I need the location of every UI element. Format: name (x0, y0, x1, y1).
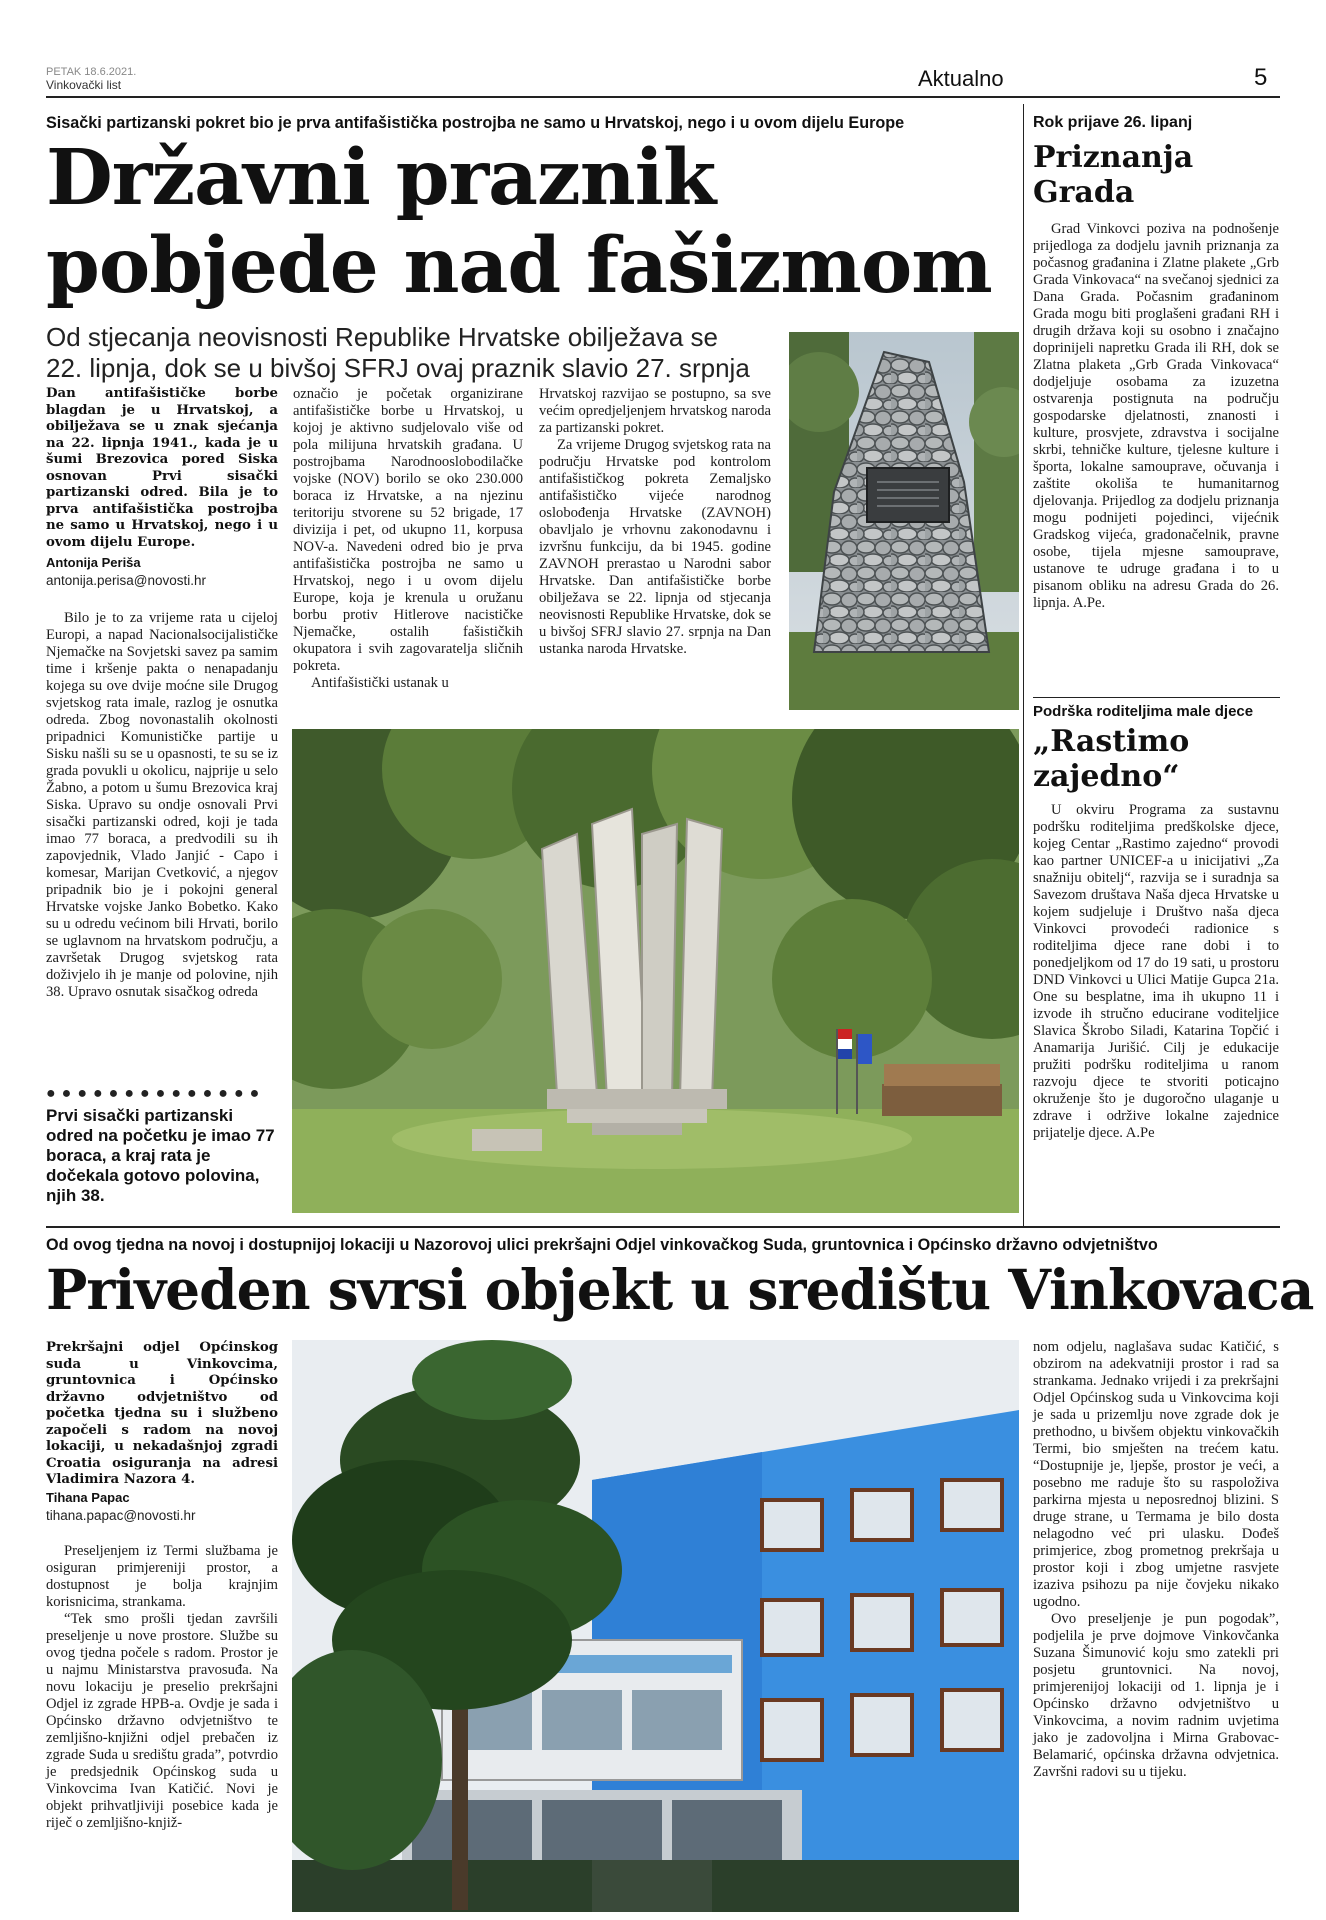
article1-deck-line2: 22. lipnja, dok se u bivšoj SFRJ ovaj praznik slavio 27. srpnja (46, 353, 750, 383)
article1-col1 (46, 610, 278, 1001)
article2-byline-name: Tihana Papac (46, 1490, 130, 1505)
monument-forest-image (292, 729, 1019, 1213)
article2-col2-p1: nom odjelu, naglašava sudac Katičić, s obzirom na adekvatniji prostor i rad sa strankama. Jednako vrijedi i za prekršajni Odjel Općinskog suda u Vinkovcima koji je sada u prizemlju nove zgrade dok je prethodno, u bivšem objektu vinkovačkih Termi, bio smješten na trećem katu. “Dostupnije je, ljepše, prostor je veći, a posebno me raduje što su raspoloživa parkirna mjesta u neposrednoj blizini. S druge strane, u Termama je bilo dosta nelagodno već pri ulasku. Dođeš primjerice, zbog prometnog prekršaja u prostor koji i zbog umjetne rasvjete izaziva psihozu pa nije čovjeku nikako ugodno. (1033, 1339, 1279, 1610)
paper-name (46, 79, 121, 93)
article1-col2-p1: označio je početak organizirane antifašističke borbe u Hrvatskoj, u kojoj je aktivno sudjelovalo više od pola milijuna hrvatskih građana. U postrojbama Narodnooslobodilačke vojske (NOV) borilo se oko 230.000 boraca iz Hrvatske, a na njezinu teritoriju stvorene su 52 brigade, 17 divizija i pet, od ukupno 11, korpusa NOV-a. Navedeni odred bio je prva antifašistička postrojba ne samo u Hrvatskoj, nego i u ovom dijelu Europe, koja je krenula u oružanu borbu protiv Hitlerove nacističke Njemačke, ostalih fašističkih okupatora i svih zagovaratelja sličnih pokreta. (293, 386, 523, 674)
paper-name-text: Vinkovački list (46, 78, 122, 92)
article1-byline-name: Antonija Periša (46, 555, 141, 570)
issue-date: PETAK 18.6.2021. (46, 66, 137, 78)
article1-col3-p1: Hrvatskoj razvijao se postupno, sa sve većim opredjeljenjem hrvatskog naroda za partizanski pokret. (539, 386, 771, 436)
sidebar2-kicker: Podrška roditeljima male djece (1033, 703, 1254, 720)
monument-forest-photo (292, 729, 1019, 1213)
article2-col1-p1: Preseljenjem iz Termi službama je osiguran primjereniji prostor, a dostupnost je bolja krajnjim korisnicima, strankama. (46, 1543, 278, 1610)
article1-pullquote: Prvi sisački partizanski odred na početku je imao 77 boraca, a kraj rata je dočekala gotovo polovina, njih 38. (46, 1106, 275, 1205)
article1-col2 (293, 386, 523, 692)
sidebar1-kicker: Rok prijave 26. lipanj (1033, 114, 1193, 131)
article1-deck-line1: Od stjecanja neovisnosti Republike Hrvatske obilježava se (46, 322, 719, 352)
court-building-photo (292, 1340, 1019, 1912)
article1-headline-line1: Državni praznik (46, 133, 716, 223)
section-label: Aktualno (918, 66, 1004, 91)
sidebar1-title-line2: Grada (1033, 175, 1135, 210)
article2-col2-p2: Ovo preseljenje je pun pogodak”, podjelila je prve dojmove Vinkovčanka Suzana Šimunović koju smo zatekli pri posjetu gruntovnici. Na novoj, primjerenijoj lokaciji od 1. lipnja je i Općinsko državno odvjetništvo u Vinkovcima, a novim radnim uvjetima jako je zadovoljna i Mirna Grabovac-Belamarić, općinska državna odvjetnica. Završni radovi su u tijeku. (1033, 1611, 1279, 1780)
sidebar2-title (1033, 724, 1189, 794)
sidebar-separator (1033, 697, 1280, 698)
article2-kicker: Od ovog tjedna na novoj i dostupnijoj lokaciji u Nazorovoj ulici prekršajni Odjel vinkovačkog Suda, gruntovnica i Općinsko državno odvjetništvo (46, 1236, 1158, 1254)
article1-col3 (539, 386, 771, 658)
memorial-stone-image (789, 332, 1019, 710)
article1-col1-text: Bilo je to za vrijeme rata u cijeloj Europi, a napad Nacionalsocijalističke Njemačke na Sovjetski savez pa samim time i kršenje pakta o nenapadanju kojega su ove dvije moćne sile Drugog svjetskog rata imale, razlog je osnutka odreda. Zbog novonastalih okolnosti pripadnici Komunističke partije u Sisku našli su se u opasnosti, te su se iz grada povukli u okolicu, najprije u selo Žabno, a potom u šumu Brezovica kraj Siska. Upravo su ondje osnovali Prvi sisački partizanski odred, koji je tada imao 77 boraca, a predvodili su ih zapovjednik, Vlado Janjić - Capo i komesar, Marijan Cvetković, a njegov pripadnik bio je i pokojni general Hrvatske vojske Janko Bobetko. Kako su u odredu većinom bili Hrvati, borilo se uglavnom na hrvatskom području, a završetak Drugog svjetskog rata doživjelo ih je manje od polovine, njih 38. Upravo osnutak sisačkog odreda (46, 610, 278, 1000)
header-rule (46, 96, 1280, 98)
memorial-stone-photo (789, 332, 1019, 710)
article2-headline: Priveden svrsi objekt u središtu Vinkovaca (46, 1257, 1314, 1322)
page-number: 5 (1254, 64, 1268, 91)
article1-headline-line2: pobjede nad fašizmom (46, 221, 992, 311)
article1-deck (46, 322, 750, 384)
article1-lead: Dan antifašističke borbe blagdan je u Hrvatskoj, a obilježava se u znak sjećanja na 22. lipnja 1941., kada je u šumi Brezovica pored Siska osnovan Prvi sisački partizanski odred. Bila je to prva antifašistička postrojba ne samo u Hrvatskoj, nego i u ovom dijelu Europe. (46, 386, 278, 550)
sidebar2-title-line2: zajedno“ (1033, 759, 1180, 794)
article2-col2 (1033, 1339, 1279, 1781)
pullquote-dots: ●●●●●●●●●●●●●● (46, 1085, 266, 1102)
article2-lead: Prekršajni odjel Općinskog suda u Vinkovcima, gruntovnica i Općinsko državno odvjetništvo od početka tjedna su i službeno započeli s radom na novoj lokaciji, u nekadašnjoj zgradi Croatia osiguranja na adresi Vladimira Nazora 4. (46, 1340, 278, 1487)
sidebar2-title-line1: „Rastimo (1033, 724, 1190, 759)
article1-byline-email: antonija.perisa@novosti.hr (46, 573, 207, 588)
sidebar1-title (1033, 140, 1193, 210)
article1-col2-p2: Antifašistički ustanak u (311, 675, 449, 691)
section-rule (46, 1226, 1280, 1228)
sidebar1-body (1033, 221, 1279, 612)
article1-col3-p2: Za vrijeme Drugog svjetskog rata na području Hrvatske pod kontrolom antifašističkog pokreta Zemaljsko antifašističko vijeće narodnog oslobođenja Hrvatske (ZAVNOH) obavljalo je vrhovnu zakonodavnu i izvršnu funkciju, da bi 1945. godine ZAVNOH prerastao u Narodni sabor Hrvatske. Dan antifašističke borbe obilježava se 22. lipnja od stjecanja neovisnosti Republike Hrvatske, dok se u bivšoj SFRJ slavio 27. srpnja na Dan ustanka naroda Hrvatske. (539, 437, 771, 657)
article1-kicker: Sisački partizanski pokret bio je prva antifašistička postrojba ne samo u Hrvatskoj, nego i u ovom dijelu Europe (46, 114, 905, 132)
sidebar1-text: Grad Vinkovci poziva na podnošenje prijedloga za dodjelu javnih priznanja za počasnog građanina i Zlatne plakete „Grb Grada Vinkovaca“ na svečanoj sjednici za Dana Grada. Počasnim građaninom Grada mogu biti proglašeni građani RH i drugih država koji su osobno i značajno doprinijeli napretku Grada ili RH, dok se Zlatna plaketa „Grb Grada Vinkovaca“ dodjeljuje osobama za izuzetna ostvarenja postignuta na području gospodarske djelatnosti, znanosti i kulture, prosvjete, zdravstva i socijalne skrbi, tehničke kulture, tjelesne kulture i športa, lokalne samouprave, očuvanja i zaštite okoliša te humanitarnog djelovanja. Prijedlog za dodjelu priznanja mogu podnijeti pojedinci, vijećnik Gradskog vijeća, gradonačelnik, pravne osobe, tijela mjesne samouprave, ustanove te udruge građana i to u pisanom obliku na adresu Grada do 26. lipnja. A.Pe. (1033, 221, 1279, 611)
article2-byline-email: tihana.papac@novosti.hr (46, 1508, 196, 1523)
sidebar1-title-line1: Priznanja (1033, 140, 1194, 175)
article1-headline (46, 134, 992, 310)
court-building-image (292, 1340, 1019, 1912)
article2-col1-p2: “Tek smo prošli tjedan završili preseljenje u nove prostore. Službe su ovog tjedna počele s radom. Prostor je u najmu Ministarstva pravosuđa. Na novu lokaciju je preselio prekršajni Odjel iz zgrade HPB-a. Ovdje je sada i Općinsko državno odvjetništvo te zemljišno-knjižni odjel prebačen iz zgrade Suda u središtu grada”, potvrdio je predsjednik Općinskog suda u Vinkovcima Ivan Katičić. Novi je objekt prihvatljiviji posebice kada je riječ o zemljišno-knjiž- (46, 1611, 278, 1831)
article2-col1 (46, 1543, 278, 1832)
sidebar-divider (1023, 104, 1024, 1226)
sidebar2-body (1033, 802, 1279, 1142)
sidebar2-text: U okviru Programa za sustavnu podršku roditeljima predškolske djece, kojeg Centar „Rastimo zajedno“ provodi kao partner UNICEF-a u inicijativi „Za snažniju obitelj“, razvija se i suradnja sa Savezom društava Naša djeca Hrvatske u kojem sudjeluje i Društvo naša djeca Vinkovci provodeći radionice s roditeljima djece rane dobi i to ponedjeljkom od 17 do 19 sati, u prostoru DND Vinkovci u Ulici Matije Gupca 21a. One su besplatne, ima ih ukupno 11 i izvode ih stručno educirane voditeljice Slavica Škrobo Siladi, Katarina Topčić i Anamarija Jurišić. Cilj je edukacije pružiti podršku roditeljima u ranom razvoju djece te stvoriti poticajno okruženje što je dugoročno ulaganje u zdrave i održive lokalne zajednice prijatelje djece. A.Pe (1033, 802, 1279, 1141)
